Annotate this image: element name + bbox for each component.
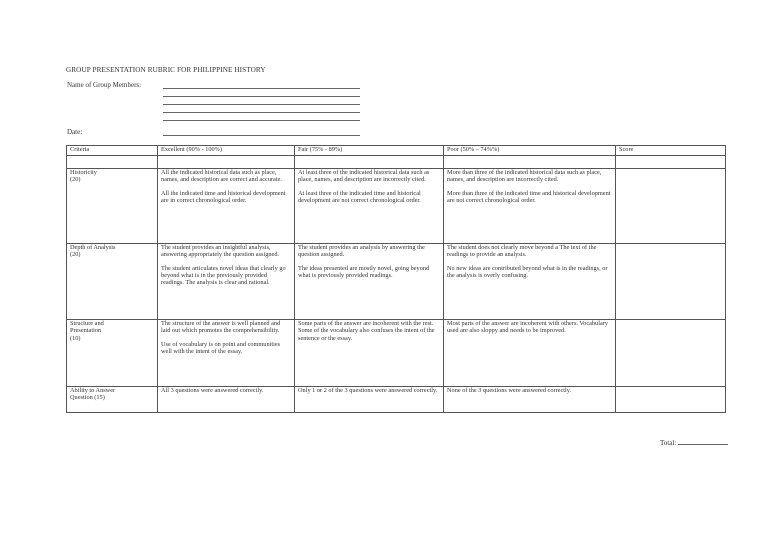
criteria-points: (20) [70,176,81,184]
descriptor-text: The student does not clearly move beyond a The text of the readings to provide an analysis. [447,244,597,259]
header-poor: Poor (50% – 74%%) [444,146,616,156]
rubric-table [66,145,726,413]
criteria-points: (10) [70,334,81,342]
descriptor-text: No new ideas are contributed beyond what is in the readings, or the analysis is overly confusing. [447,264,608,279]
total-line[interactable] [678,438,728,445]
rubric-header-row [67,146,726,156]
member-line-1[interactable] [163,88,360,89]
descriptor-text: The student articulates novel ideas that clearly go beyond what is in the previously provided readings. The analysis is clear and rational. [161,264,286,287]
score-cell[interactable] [616,387,726,413]
descriptor-text: The student provides an insightful analysis, answering appropriately the question assigned. [161,244,280,259]
table-row [67,387,726,413]
group-members-label: Name of Group Members: [67,81,142,89]
poor-cell [444,387,616,413]
total-label: Total: [660,439,677,447]
descriptor-text: More than three of the indicated historical data such as place, names, and description are incorrectly cited. [447,169,602,184]
descriptor-text: Only 1 or 2 of the 3 questions were answered correctly. [298,387,438,394]
excellent-cell [158,244,295,320]
poor-cell [444,244,616,320]
score-cell[interactable] [616,169,726,244]
header-score: Score [616,146,726,156]
excellent-cell [158,387,295,413]
spacer-row [67,156,726,169]
fair-cell [295,387,444,413]
poor-cell [444,320,616,387]
descriptor-text: The structure of the answer is well planned and laid out which promotes the comprehensibility. [161,320,281,335]
descriptor-text: Use of vocabulary is on point and communities well with the intent of the essay. [161,340,281,355]
descriptor-text: All the indicated historical data such as place, names, and description are correct and accurate. [161,169,282,184]
poor-cell [444,169,616,244]
criteria-cell [67,169,158,244]
descriptor-text: Most parts of the answer are incoherent with others. Vocabulary used are also sloppy and needs to be improved. [447,320,608,335]
descriptor-text: At least three of the indicated historical data such as place, names, and description are incorrectly cited. [298,169,430,184]
criteria-cell [67,244,158,320]
member-line-3[interactable] [163,104,360,105]
criteria-cell [67,387,158,413]
descriptor-text: At least three of the indicated time and historical development are not correct chronological order. [298,189,421,204]
descriptor-text: All the indicated time and historical development are in correct chronological order. [161,189,286,204]
descriptor-text: The student provides an analysis by answering the question assigned. [298,244,425,259]
document-title: GROUP PRESENTATION RUBRIC FOR PHILIPPINE HISTORY [66,66,266,74]
criteria-name: Structure and [70,320,104,327]
criteria-points: Question (15) [70,394,105,402]
excellent-cell [158,320,295,387]
table-row [67,169,726,244]
criteria-cell [67,320,158,387]
date-label: Date: [67,128,83,136]
fair-cell [295,169,444,244]
descriptor-text: The ideas presented are mostly novel, going beyond what is previously provided readings. [298,264,430,279]
fair-cell [295,320,444,387]
member-line-4[interactable] [163,112,360,113]
fair-cell [295,244,444,320]
criteria-name: Presentation [70,327,102,335]
header-criteria: Criteria [67,146,158,156]
date-line[interactable] [163,135,360,136]
header-excellent: Excellent (90% - 100%) [158,146,295,156]
table-row [67,244,726,320]
criteria-name: Ability to Answer [70,387,116,394]
criteria-points: (20) [70,251,81,259]
criteria-name: Depth of Analysis [70,244,116,251]
total-field [660,438,728,447]
member-line-2[interactable] [163,96,360,97]
descriptor-text: All 3 questions were answered correctly. [161,387,264,394]
score-cell[interactable] [616,244,726,320]
excellent-cell [158,169,295,244]
descriptor-text: Some parts of the answer are incoherent with the rest. Some of the vocabulary also confuses the intent of the sentence or the essay. [298,320,435,342]
header-fair: Fair (75% - 89%) [295,146,444,156]
member-line-5[interactable] [163,120,360,121]
descriptor-text: More than three of the indicated time and historical development are not correct chronological order. [447,189,611,204]
criteria-name: Historicity [70,169,97,176]
descriptor-text: None of the 3 questions were answered correctly. [447,387,572,394]
table-row [67,320,726,387]
score-cell[interactable] [616,320,726,387]
